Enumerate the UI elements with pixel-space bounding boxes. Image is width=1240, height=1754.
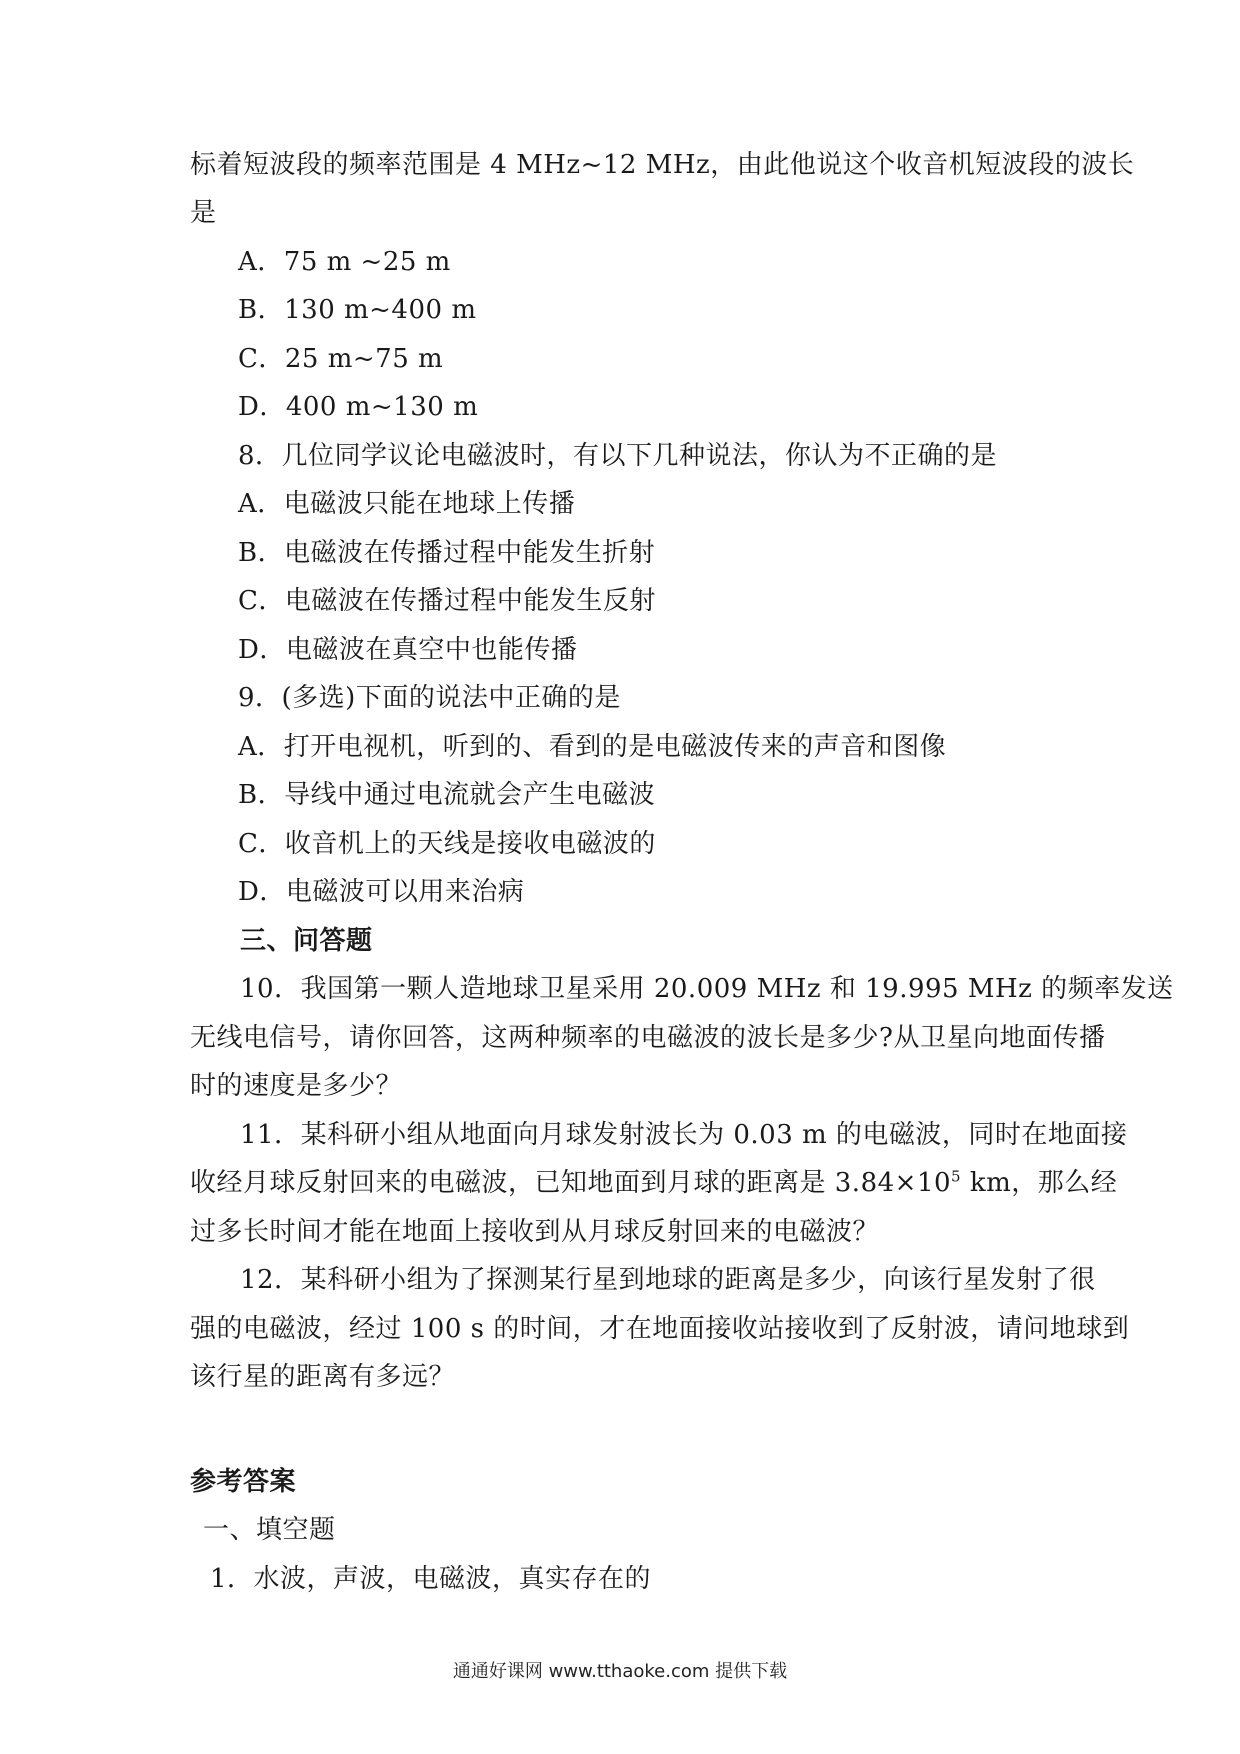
q8-option-a: A．电磁波只能在地球上传播	[238, 489, 576, 519]
q7-option-d: D．400 m~130 m	[238, 392, 479, 422]
q9-option-d: D．电磁波可以用来治病	[238, 877, 525, 907]
q11-line-2-text: 收经月球反射回来的电磁波，已知地面到月球的距离是 3.84×10	[190, 1168, 952, 1198]
q11-line-1: 11．某科研小组从地面向月球发射波长为 0.03 m 的电磁波，同时在地面接	[240, 1120, 1128, 1150]
q8-option-b: B．电磁波在传播过程中能发生折射	[238, 538, 656, 568]
q9-stem: 9．(多选)下面的说法中正确的是	[238, 683, 621, 713]
q12-line-2: 强的电磁波，经过 100 s 的时间，才在地面接收站接收到了反射波，请问地球到	[190, 1314, 1130, 1344]
q8-stem: 8．几位同学议论电磁波时，有以下几种说法，你认为不正确的是	[238, 441, 998, 471]
q7-stem-line-2: 是	[190, 198, 217, 228]
q11-exponent: 5	[951, 1167, 962, 1186]
page-footer: 通通好课网 www.tthaoke.com 提供下载	[452, 1661, 788, 1682]
answers-item-1: 1．水波，声波，电磁波，真实存在的	[210, 1564, 652, 1594]
q10-line-1: 10．我国第一颗人造地球卫星采用 20.009 MHz 和 19.995 MHz 的频率发送	[240, 974, 1174, 1004]
q11-line-2	[190, 1166, 1117, 1200]
q9-option-c: C．收音机上的天线是接收电磁波的	[238, 829, 656, 859]
q12-line-1: 12．某科研小组为了探测某行星到地球的距离是多少，向该行星发射了很	[240, 1265, 1096, 1295]
answers-section-fill-in: 一、填空题	[203, 1515, 336, 1545]
q7-stem-line-1: 标着短波段的频率范围是 4 MHz~12 MHz，由此他说这个收音机短波段的波长	[190, 150, 1135, 180]
q10-line-3: 时的速度是多少？	[190, 1071, 403, 1101]
q7-option-b: B．130 m~400 m	[238, 295, 477, 325]
q11-line-3: 过多长时间才能在地面上接收到从月球反射回来的电磁波？	[190, 1217, 880, 1247]
q11-line-2-tail: km，那么经	[961, 1168, 1118, 1198]
q7-option-c: C．25 m~75 m	[238, 344, 444, 374]
q9-option-a: A．打开电视机，听到的、看到的是电磁波传来的声音和图像	[238, 732, 947, 762]
q8-option-d: D．电磁波在真空中也能传播	[238, 635, 578, 665]
q12-line-3: 该行星的距离有多远？	[190, 1362, 456, 1392]
q7-option-a: A．75 m ~25 m	[238, 247, 451, 277]
q10-line-2: 无线电信号，请你回答，这两种频率的电磁波的波长是多少?从卫星向地面传播	[190, 1023, 1106, 1053]
answers-heading: 参考答案	[190, 1467, 297, 1497]
q8-option-c: C．电磁波在传播过程中能发生反射	[238, 586, 656, 616]
q9-option-b: B．导线中通过电流就会产生电磁波	[238, 780, 656, 810]
section-heading-qa: 三、问答题	[240, 926, 373, 956]
